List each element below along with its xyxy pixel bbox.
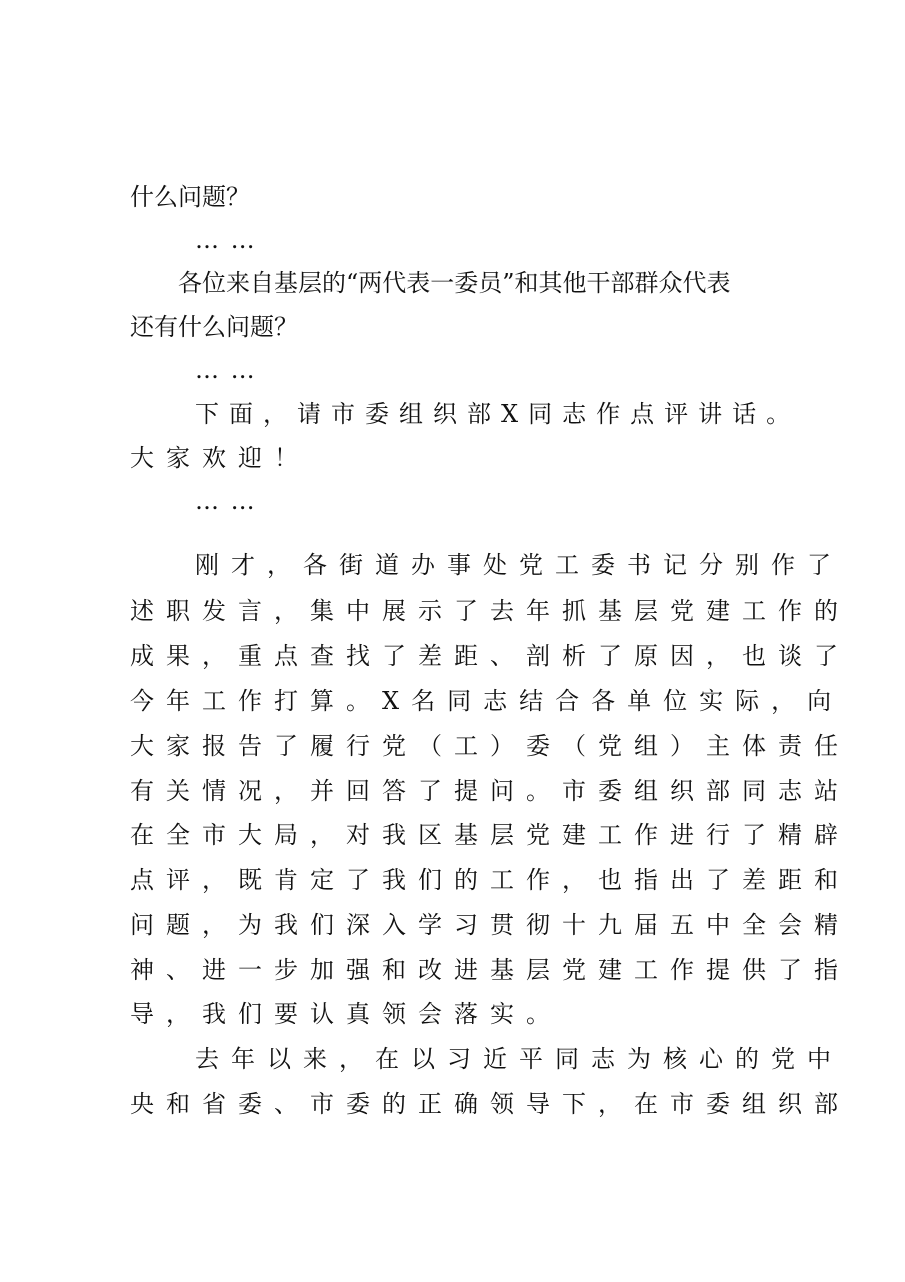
text-line: 下面，请市委组织部X同志作点评讲话。 (195, 400, 801, 428)
text-line: 大家欢迎！ (130, 444, 310, 472)
text-line: 什么问题？ (130, 183, 250, 211)
text-line: 大家报告了履行党（工）委（党组）主体责任 (130, 732, 850, 760)
text-line: 导，我们要认真领会落实。 (130, 1000, 562, 1028)
ellipsis-line: … … (195, 226, 257, 254)
ellipsis-line: … … (195, 487, 257, 515)
text-line: 还有什么问题？ (130, 313, 298, 341)
ellipsis-line: … … (195, 356, 257, 384)
text-line: 刚才，各街道办事处党工委书记分别作了 (195, 551, 843, 579)
text-line: 各位来自基层的“两代表一委员”和其他干部群众代表 (178, 269, 731, 297)
text-line: 问题，为我们深入学习贯彻十九届五中全会精 (130, 911, 850, 939)
text-line: 去年以来，在以习近平同志为核心的党中 (195, 1045, 843, 1073)
text-line: 央和省委、市委的正确领导下，在市委组织部 (130, 1090, 850, 1118)
text-line: 有关情况，并回答了提问。市委组织部同志站 (130, 777, 850, 805)
text-line: 点评，既肯定了我们的工作，也指出了差距和 (130, 866, 850, 894)
text-line: 今年工作打算。X名同志结合各单位实际，向 (130, 687, 844, 715)
text-line: 述职发言，集中展示了去年抓基层党建工作的 (130, 597, 850, 625)
text-line: 神、进一步加强和改进基层党建工作提供了指 (130, 956, 850, 984)
text-line: 在全市大局，对我区基层党建工作进行了精辟 (130, 821, 850, 849)
text-line: 成果，重点查找了差距、剖析了原因，也谈了 (130, 642, 850, 670)
